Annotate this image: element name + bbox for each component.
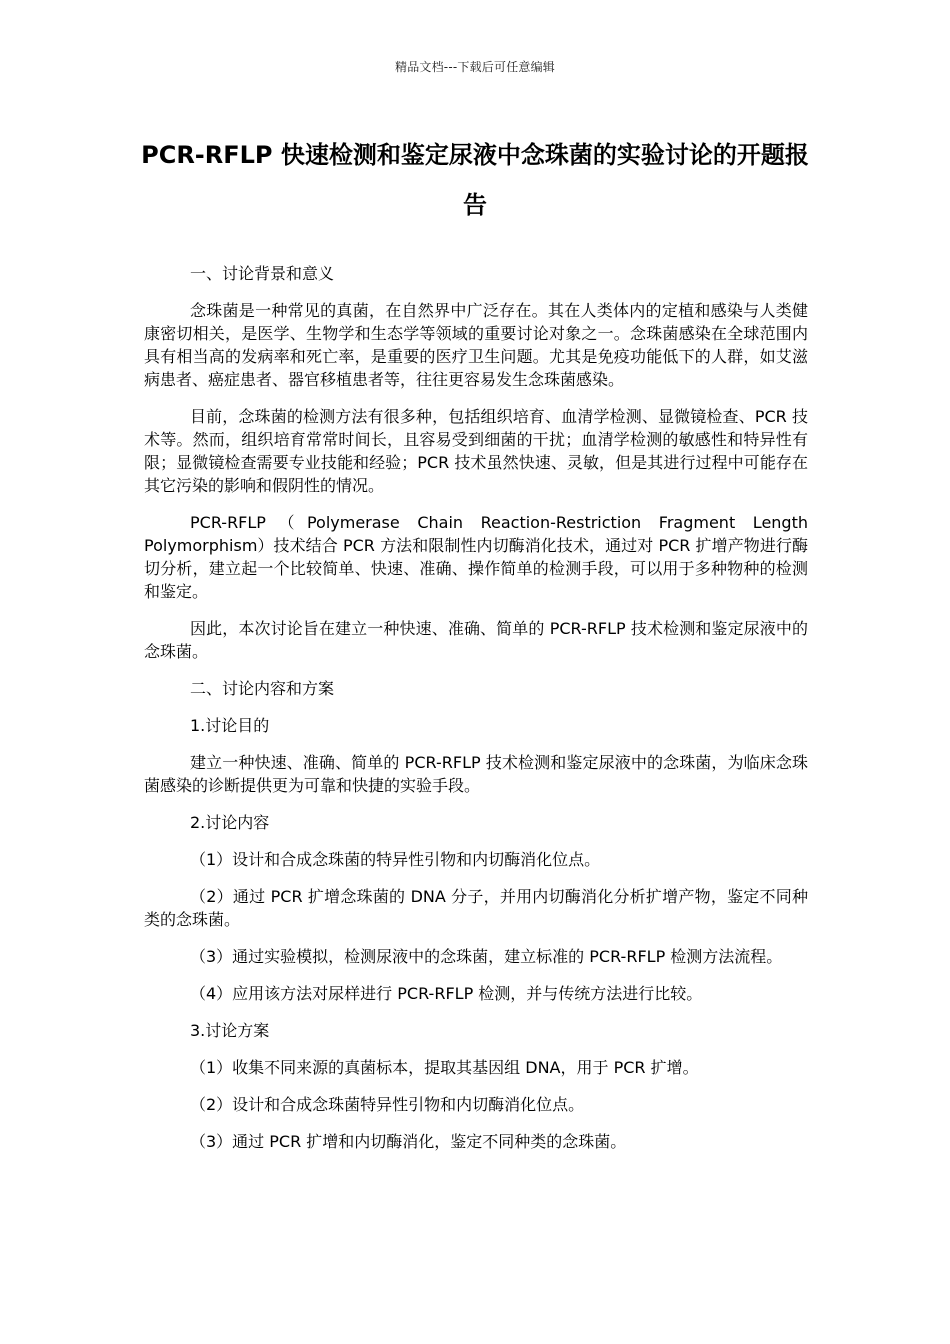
content-item-2: （2）通过 PCR 扩增念珠菌的 DNA 分子，并用内切酶消化分析扩增产物，鉴定不同种类的念珠菌。 <box>144 887 808 929</box>
paragraph-study-aim: 因此，本次讨论旨在建立一种快速、准确、简单的 PCR-RFLP 技术检测和鉴定尿液中的念珠菌。 <box>144 619 808 661</box>
document-body <box>144 262 808 1167</box>
document-title: PCR-RFLP 快速检测和鉴定尿液中念珠菌的实验讨论的开题报告 <box>141 141 809 219</box>
content-item-3: （3）通过实验模拟，检测尿液中的念珠菌，建立标准的 PCR-RFLP 检测方法流程。 <box>190 947 783 966</box>
subheading-content: 2.讨论内容 <box>190 813 270 832</box>
paragraph-pcr-rflp: PCR-RFLP（Polymerase Chain Reaction-Restriction Fragment Length Polymorphism）技术结合 PCR 方法和限制性内切酶消化技术，通过对 PCR 扩增产物进行酶切分析，建立起一个比较简单、快速、准确、操作简单的检测手段，可以用于多种物种的检测和鉴定。 <box>144 513 808 601</box>
section-heading-content-plan: 二、讨论内容和方案 <box>190 679 335 698</box>
content-item-1: （1）设计和合成念珠菌的特异性引物和内切酶消化位点。 <box>190 850 601 869</box>
paragraph-candida-intro: 念珠菌是一种常见的真菌，在自然界中广泛存在。其在人类体内的定植和感染与人类健康密切相关，是医学、生物学和生态学等领域的重要讨论对象之一。念珠菌感染在全球范围内具有相当高的发病率和死亡率，是重要的医疗卫生问题。尤其是免疫功能低下的人群，如艾滋病患者、癌症患者、器官移植患者等，往往更容易发生念珠菌感染。 <box>144 301 808 389</box>
section-heading-background: 一、讨论背景和意义 <box>190 264 335 283</box>
paragraph-purpose: 建立一种快速、准确、简单的 PCR-RFLP 技术检测和鉴定尿液中的念珠菌，为临床念珠菌感染的诊断提供更为可靠和快捷的实验手段。 <box>144 753 808 795</box>
plan-item-3: （3）通过 PCR 扩增和内切酶消化，鉴定不同种类的念珠菌。 <box>190 1132 627 1151</box>
plan-item-1: （1）收集不同来源的真菌标本，提取其基因组 DNA，用于 PCR 扩增。 <box>190 1058 699 1077</box>
page-header: 精品文档---下载后可任意编辑 <box>395 60 555 74</box>
subheading-plan: 3.讨论方案 <box>190 1021 270 1040</box>
plan-item-2: （2）设计和合成念珠菌特异性引物和内切酶消化位点。 <box>190 1095 585 1114</box>
paragraph-detection-methods: 目前，念珠菌的检测方法有很多种，包括组织培育、血清学检测、显微镜检查、PCR 技术等。然而，组织培育常常时间长，且容易受到细菌的干扰；血清学检测的敏感性和特异性有限；显微镜检查需要专业技能和经验；PCR 技术虽然快速、灵敏，但是其进行过程中可能存在其它污染的影响和假阴性的情况。 <box>144 407 808 495</box>
content-item-4: （4）应用该方法对尿样进行 PCR-RFLP 检测，并与传统方法进行比较。 <box>190 984 703 1003</box>
subheading-purpose: 1.讨论目的 <box>190 716 270 735</box>
